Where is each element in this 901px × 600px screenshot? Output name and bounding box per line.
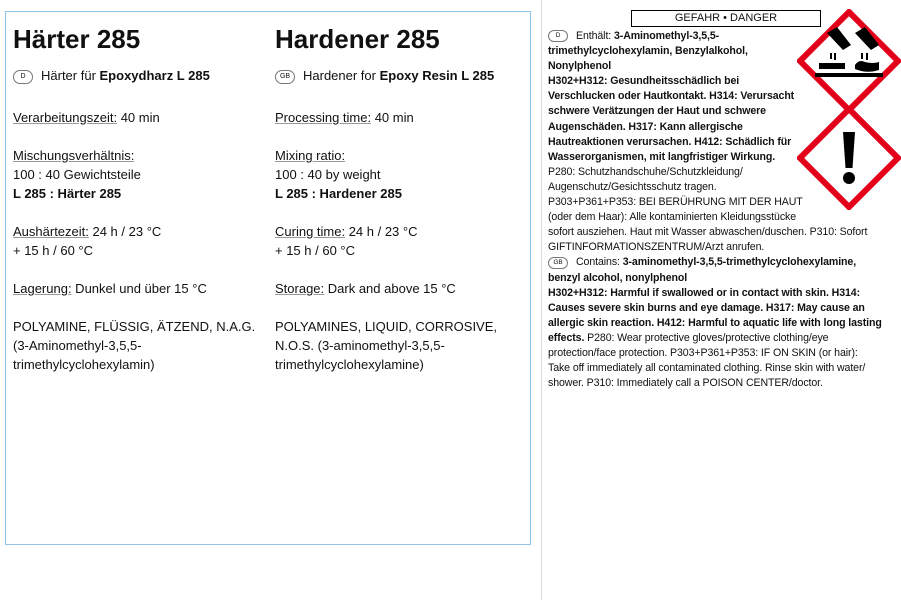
label-front-panel	[5, 11, 531, 545]
english-curing-time: Curing time: 24 h / 23 °C + 15 h / 60 °C	[275, 224, 418, 258]
lang-badge-gb-small: GB	[548, 257, 568, 269]
german-title: Härter 285	[13, 24, 141, 54]
hazard-en-contains: GB Contains: 3-aminomethyl-3,5,5-trimethylcyclohexylamine,	[548, 255, 900, 270]
english-transport-name: POLYAMINES, LIQUID, CORROSIVE, N.O.S. (3-aminomethyl-3,5,5-trimethylcyclohexylamine)	[275, 319, 498, 372]
german-storage: Lagerung: Dunkel und über 15 °C	[13, 281, 207, 296]
german-processing-time: Verarbeitungszeit: 40 min	[13, 110, 160, 125]
english-processing-time: Processing time: 40 min	[275, 110, 414, 125]
german-curing-time: Aushärtezeit: 24 h / 23 °C + 15 h / 60 °C	[13, 224, 162, 258]
english-intro: GB Hardener for Epoxy Resin L 285	[275, 68, 494, 84]
signal-word-box: GEFAHR • DANGER	[631, 10, 821, 27]
hazard-statements: D Enthält: 3-Aminomethyl-3,5,5- trimethylcyclohexylamin, Benzylalkohol, Nonylphenol H302+H312: Gesundheitsschädlich bei Verschlucken oder Hautkontakt. H314: Verursacht schwere Verätzungen der Haut und schwere Augenschäden. H317: Kann allergische Hautreaktionen verursachen. H412: Schädlich für Wasserorganismen, mit langfristiger Wirkung. P280: Schutzhandschuhe/Schutzkleidung/ Augenschutz/Gesichtsschutz tragen. P303+P361+P353: BEI BERÜHRUNG MIT DER HAUT (oder dem Haar): Alle kontaminierten Kleidungsstücke sofort ausziehen. Haut mit Wasser abwaschen/duschen. P310: Sofort GIFTINFORMATIONSZENTRUM/Arzt anrufen. GB Contains: 3-aminomethyl-3,5,5-trimethylcyclohexylamine, benzyl alcohol, nonylphenol H302+H312: Harmful if swallowed or in contact with skin. H314: Causes severe skin burns and eye damage. H317: May cause an allergic skin reaction. H412: Harmful to aquatic life with long lasting effects. P280: Wear protective gloves/protective clothing/eye protection/face protection. P303+P361+P353: IF ON SKIN (or hair): Take off immediately all contaminated clothing. Rinse skin with water/ shower. P310: Immediately call a POISON CENTER/doctor.	[548, 29, 900, 391]
lang-badge-gb: GB	[275, 70, 295, 84]
lang-badge-de: D	[13, 70, 33, 84]
german-transport-name: POLYAMINE, FLÜSSIG, ÄTZEND, N.A.G. (3-Aminomethyl-3,5,5-trimethylcyclohexylamin)	[13, 319, 256, 372]
hazard-de-contains: D Enthält: 3-Aminomethyl-3,5,5-	[548, 29, 900, 44]
english-title: Hardener 285	[275, 24, 440, 54]
german-intro: D Härter für Epoxydharz L 285	[13, 68, 210, 84]
german-mixing-ratio: Mischungsverhältnis: 100 : 40 Gewichtsteile L 285 : Härter 285	[13, 148, 141, 201]
english-mixing-ratio: Mixing ratio: 100 : 40 by weight L 285 : Hardener 285	[275, 148, 402, 201]
panel-divider	[541, 0, 542, 600]
english-storage: Storage: Dark and above 15 °C	[275, 281, 456, 296]
lang-badge-de-small: D	[548, 30, 568, 42]
